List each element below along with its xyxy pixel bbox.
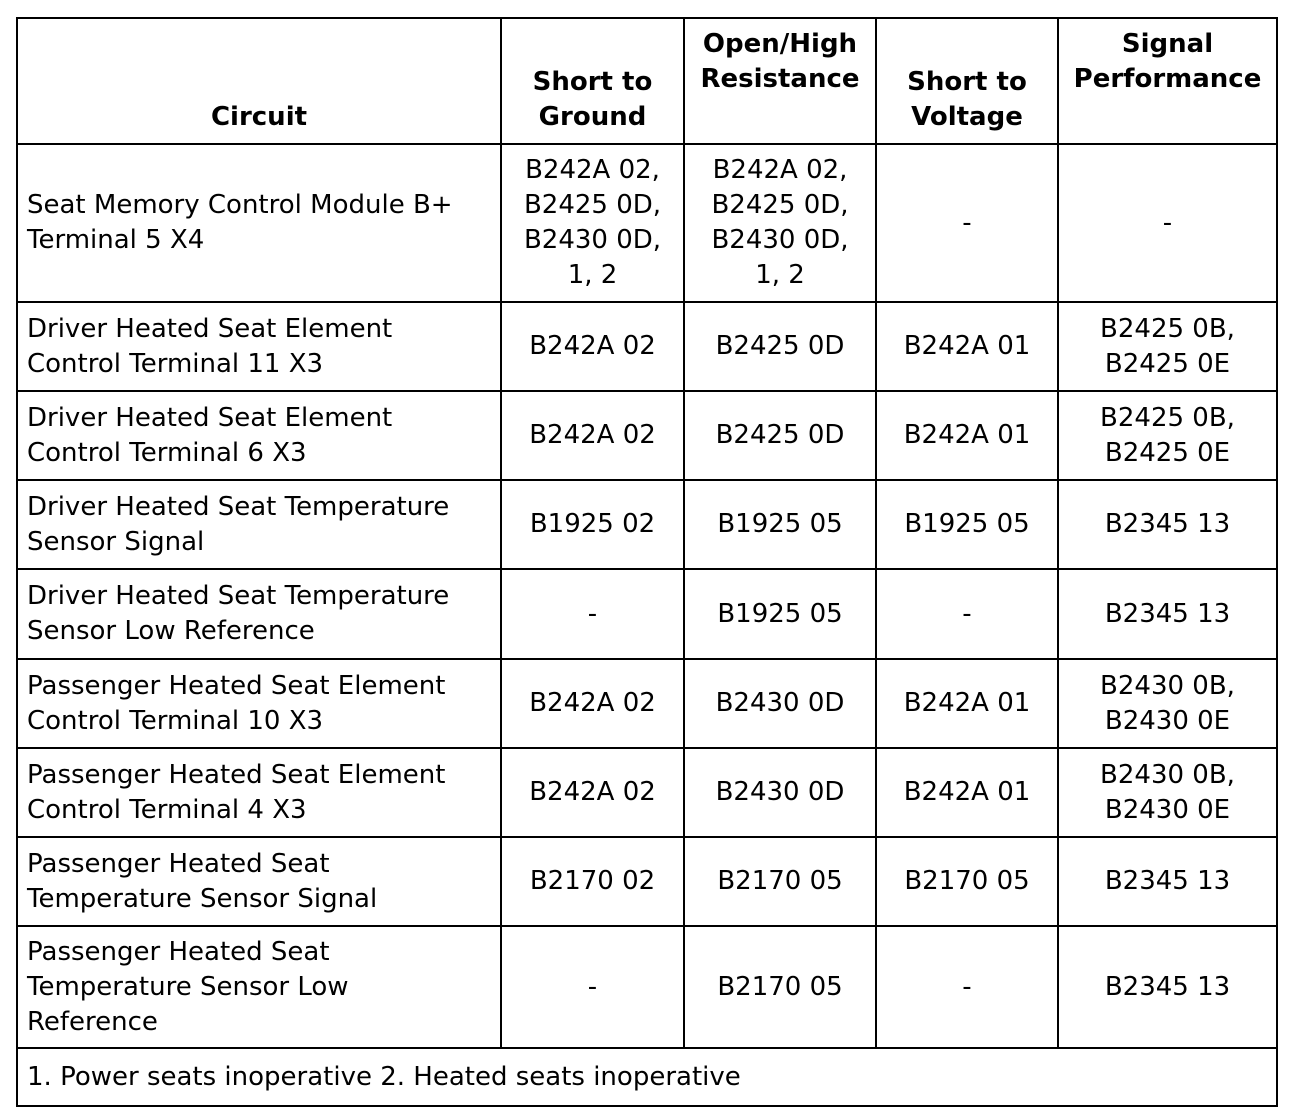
cell-text: B242A 02: [529, 420, 656, 450]
signal-performance-cell: [1058, 302, 1277, 391]
cell-text: B2425 0D: [715, 331, 845, 361]
short-to-voltage-cell: [876, 302, 1058, 391]
cell-text: B2425 0D,: [523, 190, 662, 220]
cell-text: B242A 02,: [525, 155, 660, 185]
cell-text: Passenger Heated Seat Element: [27, 759, 446, 790]
cell-text: -: [962, 207, 972, 238]
short-to-ground-cell: [501, 569, 684, 659]
cell-text: B242A 01: [903, 688, 1031, 718]
circuit-cell: [17, 480, 501, 569]
short-to-voltage-cell: [876, 837, 1058, 926]
short-to-ground-cell: [501, 391, 684, 480]
cell-text: B2430 0B,: [1100, 670, 1235, 701]
short-to-voltage-cell: [876, 569, 1058, 659]
header-text: Signal: [1121, 29, 1214, 59]
short-to-ground-cell: [501, 480, 684, 569]
cell-text: Temperature Sensor Low: [27, 971, 349, 1002]
cell-text: B2425 0D,: [711, 190, 849, 220]
table-row: [17, 391, 1277, 480]
cell-text: B242A 01: [903, 420, 1031, 450]
circuit-cell: [17, 837, 501, 926]
header-row: [17, 18, 1277, 144]
signal-performance-cell: [1058, 926, 1277, 1048]
header-short-to-ground: [501, 18, 684, 144]
cell-text: 1, 2: [755, 260, 805, 290]
open-high-resistance-cell: [684, 748, 876, 837]
short-to-ground-cell: [501, 659, 684, 748]
cell-text: B1925 05: [717, 509, 843, 539]
short-to-voltage-cell: [876, 748, 1058, 837]
dtc-circuit-table: [16, 17, 1278, 1107]
cell-text: B2425 0E: [1104, 437, 1231, 468]
signal-performance-cell: [1058, 837, 1277, 926]
cell-text: B2170 05: [904, 866, 1030, 896]
cell-text: Passenger Heated Seat: [27, 848, 330, 879]
circuit-cell: [17, 302, 501, 391]
circuit-cell: [17, 659, 501, 748]
short-to-voltage-cell: [876, 144, 1058, 302]
cell-text: 1, 2: [567, 260, 618, 290]
cell-text: B2345 13: [1104, 866, 1231, 896]
header-text: Open/High: [702, 29, 858, 59]
footnote-row: [17, 1048, 1277, 1106]
cell-text: -: [587, 598, 598, 629]
open-high-resistance-cell: [684, 926, 876, 1048]
cell-text: Passenger Heated Seat Element: [27, 670, 446, 701]
header-text: Resistance: [700, 64, 860, 94]
cell-text: B1925 02: [529, 509, 656, 539]
open-high-resistance-cell: [684, 659, 876, 748]
cell-text: B2430 0D,: [711, 225, 849, 255]
open-high-resistance-cell: [684, 480, 876, 569]
cell-text: Control Terminal 4 X3: [27, 794, 307, 825]
circuit-cell: [17, 926, 501, 1048]
table-row: [17, 144, 1277, 302]
cell-text: Seat Memory Control Module B+: [27, 190, 453, 220]
cell-text: B2425 0E: [1104, 348, 1231, 379]
cell-text: Control Terminal 11 X3: [27, 348, 324, 379]
open-high-resistance-cell: [684, 837, 876, 926]
short-to-ground-cell: [501, 926, 684, 1048]
signal-performance-cell: [1058, 480, 1277, 569]
cell-text: Driver Heated Seat Element: [27, 402, 393, 433]
header-text: Performance: [1073, 64, 1262, 94]
cell-text: B2170 05: [717, 866, 843, 896]
header-text: Short to: [907, 67, 1027, 97]
short-to-ground-cell: [501, 837, 684, 926]
header-signal-performance: [1058, 18, 1277, 144]
signal-performance-cell: [1058, 569, 1277, 659]
table-footer: [17, 1048, 1277, 1106]
cell-text: -: [587, 971, 598, 1002]
header-text: Ground: [538, 102, 647, 132]
cell-text: B2430 0B,: [1100, 759, 1235, 790]
footnote: 1. Power seats inoperative 2. Heated seats inoperative: [17, 1048, 1277, 1106]
cell-text: -: [962, 971, 972, 1002]
table-row: [17, 837, 1277, 926]
short-to-ground-cell: [501, 748, 684, 837]
header-text: Short to: [532, 67, 653, 97]
cell-text: B2345 13: [1104, 598, 1231, 629]
cell-text: B2430 0D,: [523, 225, 662, 255]
cell-text: B2430 0D: [715, 688, 845, 718]
cell-text: B242A 02,: [712, 155, 848, 185]
cell-text: B2430 0D: [715, 777, 845, 807]
cell-text: B242A 02: [529, 688, 656, 718]
cell-text: -: [962, 598, 972, 629]
circuit-cell: [17, 569, 501, 659]
short-to-ground-cell: [501, 144, 684, 302]
cell-text: Sensor Signal: [27, 526, 205, 557]
open-high-resistance-cell: [684, 569, 876, 659]
short-to-voltage-cell: [876, 659, 1058, 748]
cell-text: Reference: [27, 1006, 158, 1037]
cell-text: B2425 0B,: [1100, 313, 1235, 344]
table-row: [17, 926, 1277, 1048]
table-row: [17, 569, 1277, 659]
cell-text: B2170 02: [529, 866, 656, 896]
table-header: [17, 18, 1277, 144]
cell-text: B2170 05: [717, 971, 843, 1002]
cell-text: Driver Heated Seat Temperature: [27, 581, 450, 611]
cell-text: B242A 02: [529, 331, 656, 361]
signal-performance-cell: [1058, 659, 1277, 748]
short-to-voltage-cell: [876, 391, 1058, 480]
header-short-to-voltage: [876, 18, 1058, 144]
circuit-cell: [17, 144, 501, 302]
circuit-cell: [17, 748, 501, 837]
cell-text: -: [1162, 207, 1173, 238]
short-to-voltage-cell: [876, 926, 1058, 1048]
cell-text: Sensor Low Reference: [27, 616, 315, 646]
header-text: Voltage: [911, 102, 1023, 132]
table-row: [17, 302, 1277, 391]
cell-text: B242A 02: [529, 777, 656, 807]
header-open-high-resistance: [684, 18, 876, 144]
circuit-cell: [17, 391, 501, 480]
header-text: Circuit: [210, 102, 308, 132]
cell-text: B2345 13: [1104, 509, 1231, 539]
short-to-ground-cell: [501, 302, 684, 391]
cell-text: B2425 0B,: [1100, 402, 1235, 433]
cell-text: Control Terminal 10 X3: [27, 705, 324, 736]
cell-text: B242A 01: [903, 777, 1031, 807]
table-row: [17, 748, 1277, 837]
cell-text: Temperature Sensor Signal: [27, 883, 378, 914]
short-to-voltage-cell: [876, 480, 1058, 569]
cell-text: Driver Heated Seat Element: [27, 313, 393, 344]
cell-text: Driver Heated Seat Temperature: [27, 491, 450, 522]
cell-text: B2345 13: [1104, 971, 1231, 1002]
cell-text: B1925 05: [717, 598, 843, 629]
open-high-resistance-cell: [684, 302, 876, 391]
signal-performance-cell: [1058, 748, 1277, 837]
cell-text: Control Terminal 6 X3: [27, 437, 307, 468]
header-circuit: [17, 18, 501, 144]
signal-performance-cell: [1058, 391, 1277, 480]
signal-performance-cell: [1058, 144, 1277, 302]
cell-text: B2430 0E: [1104, 705, 1231, 736]
cell-text: B242A 01: [903, 331, 1031, 361]
table-body: [17, 144, 1277, 1048]
cell-text: Passenger Heated Seat: [27, 936, 330, 967]
cell-text: B2425 0D: [715, 420, 845, 450]
table-row: [17, 659, 1277, 748]
cell-text: B1925 05: [904, 509, 1030, 539]
open-high-resistance-cell: [684, 144, 876, 302]
table-row: [17, 480, 1277, 569]
open-high-resistance-cell: [684, 391, 876, 480]
cell-text: Terminal 5 X4: [27, 225, 205, 255]
cell-text: B2430 0E: [1104, 794, 1231, 825]
